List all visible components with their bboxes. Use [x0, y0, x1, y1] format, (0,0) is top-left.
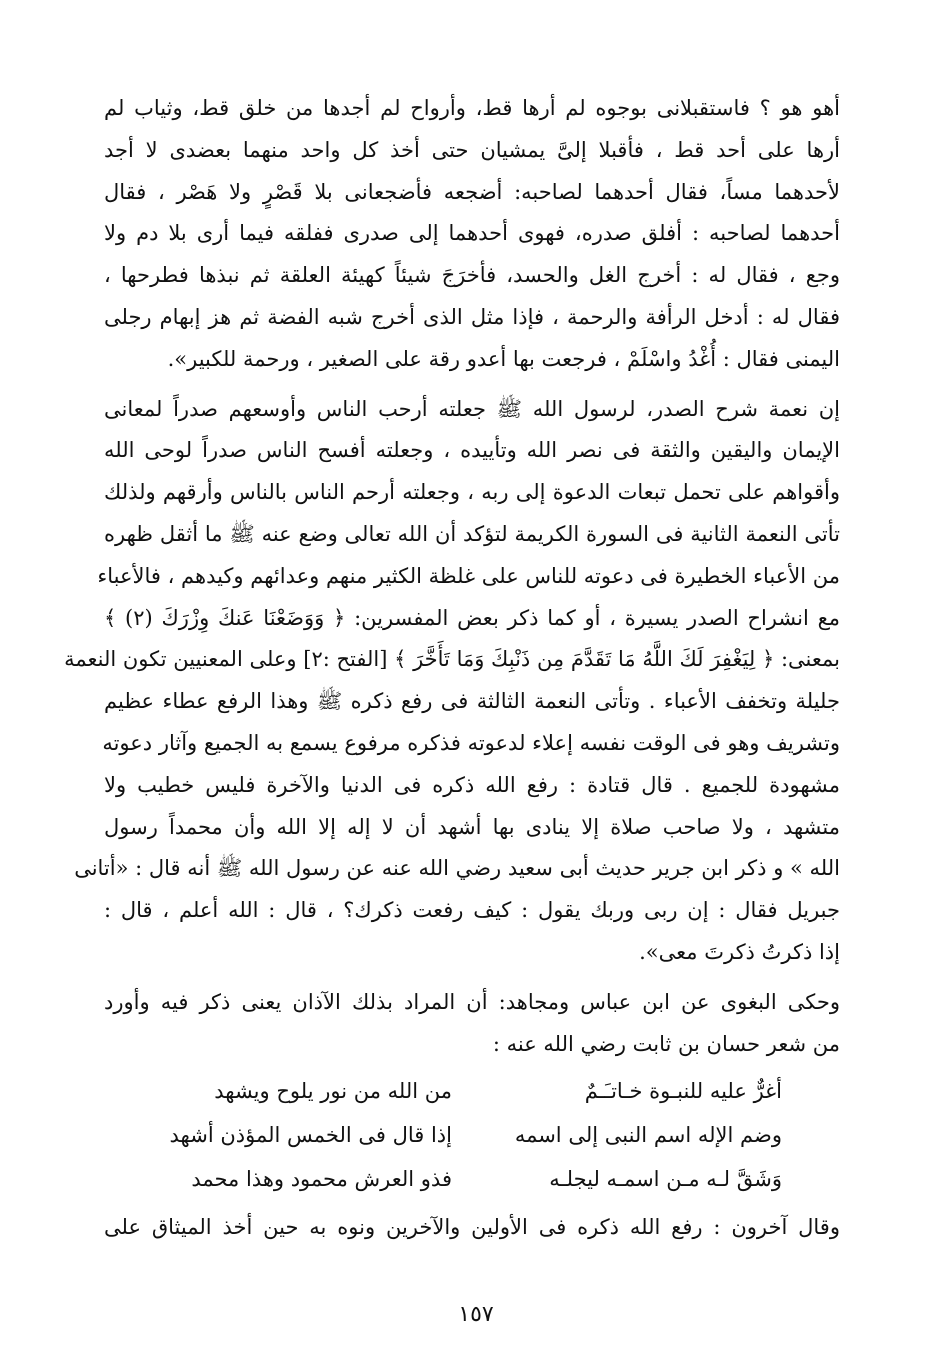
text-line: أرها على أحد قط ، فأقبلا إلىَّ يمشيان حتى أخذ كل واحد منهما بعضدى لا أجد [104, 137, 840, 162]
text-line: الله » و ذكر ابن جرير حديث أبى سعيد رضي الله عنه عن رسول الله ﷺ أنه قال : «أتانى [74, 856, 840, 881]
text-line: وأقواهم على تحمل تبعات الدعوة إلى ربه ، وجعلته أرحم الناس بالناس وأرقهم ولذلك [104, 480, 840, 505]
text-line: جليلة وتخفف الأعباء . وتأتى النعمة الثالثة فى رفع ذكره ﷺ وهذا الرفع عطاء عظيم [104, 689, 840, 714]
poem-verse [162, 1069, 782, 1113]
paragraph-sharh-al-sadr [64, 389, 840, 974]
text-line: أحدهما لصاحبه : أفلق صدره، فهوى أحدهما إلى صدرى ففلقه فيما أرى بلا دم ولا [104, 221, 840, 246]
text-line: إن نعمة شرح الصدر، لرسول الله ﷺ جعلته أرحب الناس وأوسعهم صدراً لمعانى [104, 396, 840, 421]
text-line: فقال له : أدخل الرأفة والرحمة ، فإذا مثل الذى أخرج شبه الفضة ثم هز إبهام رجلى [104, 304, 840, 329]
text-line: أهو هو ؟ فاستقبلانى بوجوه لم أرها قط، وأرواح لم أجدها من خلق قط، وثياب لم [104, 96, 840, 120]
text-line: من الأعباء الخطيرة فى دعوته للناس على غلظة الكثير منهم وعدائهم وكيدهم ، فالأعباء [97, 563, 840, 588]
paragraph-hadith-continuation [104, 88, 840, 381]
verse-second-hemistich: فذو العرش محمود وهذا محمد [191, 1167, 452, 1192]
text-line: متشهد ، ولا صاحب صلاة إلا ينادى بها أشهد أن لا إله إلا الله وأن محمداً رسول [104, 814, 840, 839]
text-line-quran: بمعنى: ﴿ لِيَغْفِرَ لَكَ اللَّهُ مَا تَقَدَّمَ مِن ذَنْبِكَ وَمَا تَأَخَّرَ ﴾ [الفتح :٢] وعلى المعنيين تكون النعمة [64, 647, 840, 672]
poem-verse [162, 1157, 782, 1201]
verse-first-hemistich: وَشَقَّ لـه مـن اسمـه ليجلـه [549, 1167, 782, 1192]
verse-second-hemistich: إذا قال فى الخمس المؤذن أشهد [169, 1123, 452, 1148]
paragraph-others-said [104, 1207, 840, 1249]
poem-hassan-bin-thabit [162, 1069, 782, 1201]
text-line: جبريل فقال : إن ربى وربك يقول : كيف رفعت ذكرك؟ ، قال : الله أعلم ، قال : [104, 898, 840, 923]
text-line: إذا ذكرتُ ذكرتَ معى». [639, 939, 840, 964]
verse-first-hemistich: وضم الإله اسم النبى إلى اسمه [514, 1123, 782, 1148]
page-body [64, 88, 840, 1249]
text-line: لأحدهما مساً، فقال أحدهما لصاحبه: أضجعه فأضجعانى بلا قَصْرٍ ولا هَصْر ، فقال [104, 179, 840, 204]
text-line: الإيمان واليقين والثقة فى نصر الله وتأييده ، وجعلته أفسح الناس صدراً لوحى الله [104, 438, 840, 463]
paragraph-baghawi [104, 982, 840, 1066]
text-line: وجع ، فقال له : أخرج الغل والحسد، فأخرَجَ شيئاً كهيئة العلقة ثم نبذها فطرحها ، [104, 263, 840, 288]
page-number: ١٥٧ [458, 1302, 494, 1327]
verse-second-hemistich: من الله من نور يلوح ويشهد [214, 1079, 452, 1104]
text-line: من شعر حسان بن ثابت رضي الله عنه : [492, 1031, 840, 1056]
text-line: وقال آخرون : رفع الله ذكره فى الأولين والآخرين ونوه به حين أخذ الميثاق على [104, 1215, 840, 1240]
verse-first-hemistich: أغرٌّ عليه للنبـوة خـاتـَـمٌ [584, 1079, 782, 1104]
text-line: اليمنى فقال : أُغْدُ واسْلَمْ ، فرجعت بها أعدو رقة على الصغير ، ورحمة للكبير». [167, 346, 840, 371]
text-line: وتشريف وهو فى الوقت نفسه إعلاء لدعوته فذكره مرفوع يسمع به الجميع وآثار دعوته [102, 730, 840, 755]
text-line: مشهودة للجميع . قال قتادة : رفع الله ذكره فى الدنيا والآخرة فليس خطيب ولا [104, 772, 840, 797]
text-line: وحكى البغوى عن ابن عباس ومجاهد: أن المراد بذلك الآذان يعنى ذكر فيه وأورد [104, 989, 840, 1014]
text-line-quran: مع انشراح الصدر يسيرة ، أو كما ذكر بعض المفسرين: ﴿ وَوَضَعْنَا عَنكَ وِزْرَكَ (٢) ﴾ [104, 605, 840, 630]
text-line: تأتى النعمة الثانية فى السورة الكريمة لتؤكد أن الله تعالى وضع عنه ﷺ ما أثقل ظهره [104, 521, 840, 546]
poem-verse [162, 1113, 782, 1157]
